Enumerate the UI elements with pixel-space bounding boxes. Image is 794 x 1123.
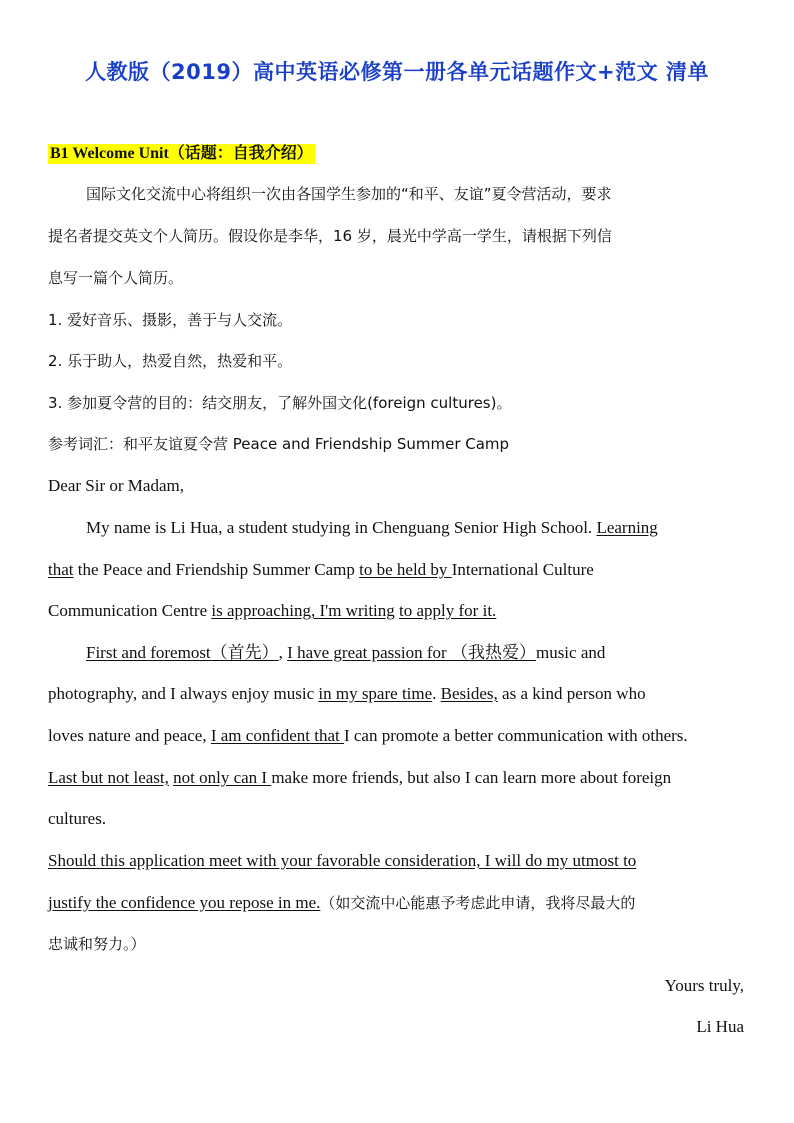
letter-p2-line4 xyxy=(48,768,754,788)
underlined-phrase: justify the confidence you repose in me. xyxy=(48,893,321,912)
underlined-phrase: in my spare time xyxy=(318,684,433,703)
text-run: Communication Centre xyxy=(48,601,212,620)
letter-salutation: Dear Sir or Madam, xyxy=(48,476,184,495)
prompt-line-2: 提名者提交英文个人简历。假设你是李华，16 岁，晨光中学高一学生，请根据下列信 xyxy=(48,227,612,245)
prompt-item-1: 1. 爱好音乐、摄影，善于与人交流。 xyxy=(48,311,293,329)
text-run: loves nature and peace, xyxy=(48,726,211,745)
underlined-phrase: is approaching, I'm writing xyxy=(211,601,395,620)
text-run: , xyxy=(278,643,288,662)
letter-p2-line5: cultures. xyxy=(48,809,107,828)
text-run: as a kind person who xyxy=(497,684,646,703)
text-run: （如交流中心能惠予考虑此申请，我将尽最大的 xyxy=(320,894,636,912)
vocab-hint: 参考词汇：和平友谊夏令营 Peace and Friendship Summer Camp xyxy=(48,435,510,453)
underlined-phrase: Besides, xyxy=(440,684,498,703)
underlined-phrase: to be held by xyxy=(359,560,452,579)
underlined-phrase: to apply for it. xyxy=(399,601,497,620)
letter-closing: Yours truly, xyxy=(664,976,744,995)
letter-signature: Li Hua xyxy=(696,1017,744,1036)
text-run: the Peace and Friendship Summer Camp xyxy=(73,560,360,579)
page-title: 人教版（2019）高中英语必修第一册各单元话题作文+范文 清单 xyxy=(85,60,709,84)
text-run: . xyxy=(432,684,441,703)
letter-p2-line2 xyxy=(48,684,754,704)
letter-p1-line3 xyxy=(48,601,754,621)
underlined-phrase: Last but not least, xyxy=(48,768,169,787)
prompt-item-2: 2. 乐于助人，热爱自然，热爱和平。 xyxy=(48,352,293,370)
letter-p2-line1 xyxy=(86,643,754,663)
letter-p3-line2 xyxy=(48,893,754,913)
text-run: I can promote a better communication with others. xyxy=(343,726,688,745)
underlined-phrase: I have great passion for （我热爱） xyxy=(287,643,536,662)
letter-p3-line1 xyxy=(48,851,754,871)
text-run: photography, and I always enjoy music xyxy=(48,684,319,703)
section-heading: B1 Welcome Unit（话题：自我介绍） xyxy=(50,145,313,162)
letter-p2-line3 xyxy=(48,726,754,746)
prompt-line-3: 息写一篇个人简历。 xyxy=(48,269,184,287)
underlined-phrase: First and foremost（首先） xyxy=(86,643,279,662)
letter-p1-line1 xyxy=(86,518,754,538)
text-run: My name is Li Hua, a student studying in Chenguang Senior High School. xyxy=(86,518,597,537)
underlined-phrase: Should this application meet with your favorable consideration, I will do my utmost to xyxy=(48,851,637,870)
text-run: make more friends, but also I can learn more about foreign xyxy=(271,768,672,787)
letter-p1-line2 xyxy=(48,560,754,580)
letter-p3-line3: 忠诚和努力。） xyxy=(48,935,146,953)
underlined-phrase: not only can I xyxy=(173,768,272,787)
underlined-phrase: that xyxy=(48,560,74,579)
underlined-phrase: I am confident that xyxy=(210,726,344,745)
prompt-line-1: 国际文化交流中心将组织一次由各国学生参加的“和平、友谊”夏令营活动，要求 xyxy=(86,185,612,203)
text-run: music and xyxy=(535,643,606,662)
prompt-item-3: 3. 参加夏令营的目的：结交朋友，了解外国文化(foreign cultures)。 xyxy=(48,394,512,412)
underlined-phrase: Learning xyxy=(596,518,658,537)
text-run: International Culture xyxy=(451,560,594,579)
section-heading-line xyxy=(48,143,754,164)
